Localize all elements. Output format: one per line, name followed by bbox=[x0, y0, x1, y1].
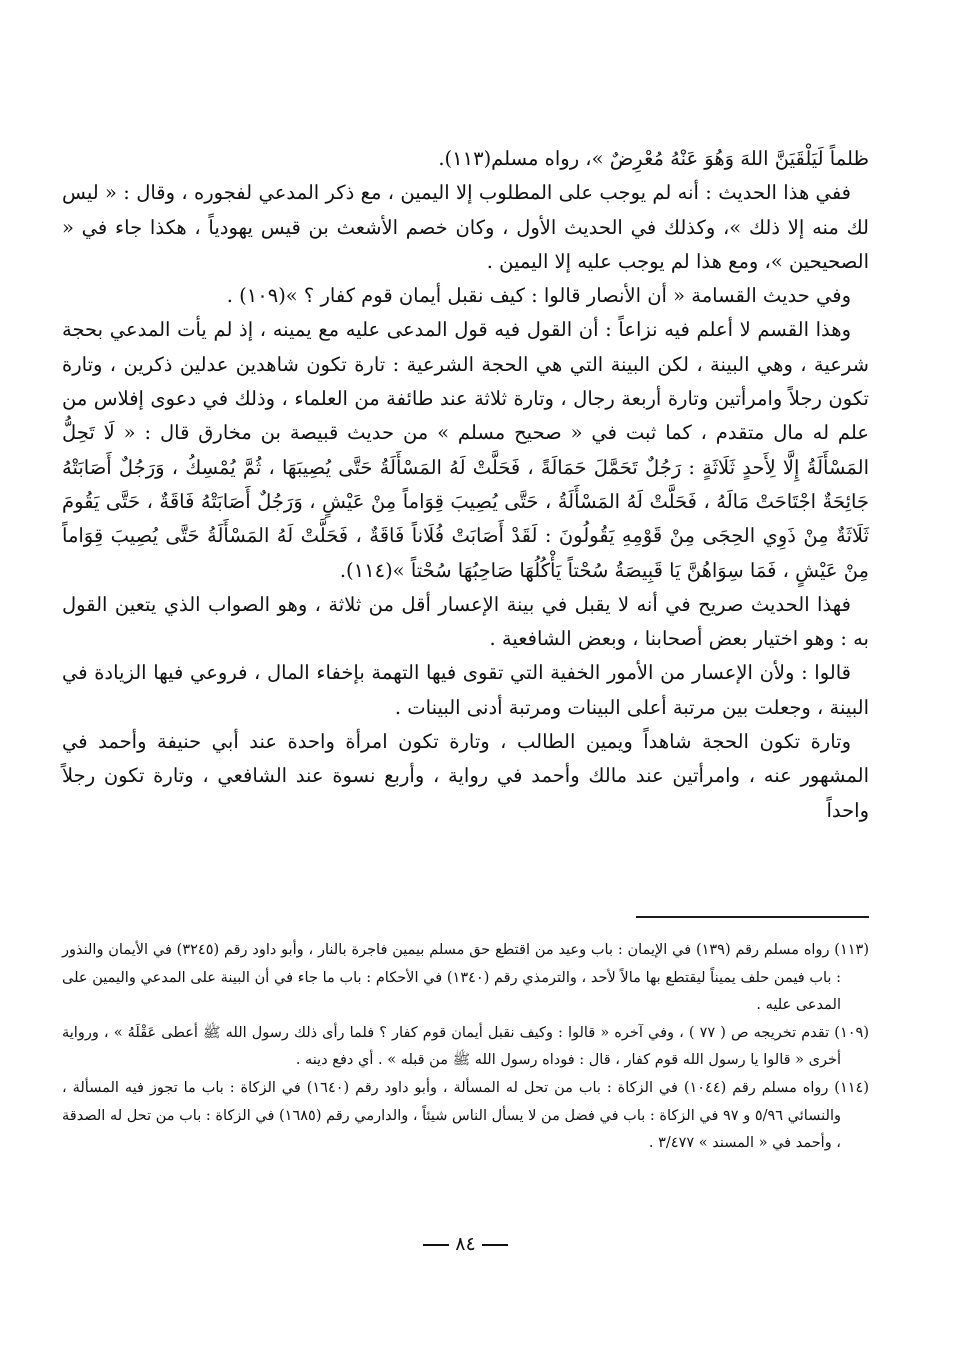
footnote-109: (١٠٩) تقدم تخريجه ص ( ٧٧ ) ، وفي آخره « قالوا : وكيف نقبل أيمان قوم كفار ؟ فلما رأى ذلك رسول الله ﷺ أعطى عَقْلَهُ » ، ورواية أخرى « قالوا يا رسول الله قوم كفار ، قال : فوداه رسول الله ﷺ من قبله » . أي دفع دينه . bbox=[62, 1024, 869, 1069]
footnote-113: (١١٣) رواه مسلم رقم (١٣٩) في الإيمان : باب وعيد من اقتطع حق مسلم بيمين فاجرة بالنار ، وأبو داود رقم (٣٢٤٥) في الأيمان والنذور : باب فيمن حلف يميناً ليقتطع بها مالاً لأحد ، والترمذي رقم (١٣٤٠) في الأحكام : باب ما جاء في أن البينة على المدعي واليمين على المدعى عليه . bbox=[62, 942, 869, 1014]
paragraph-2: ففي هذا الحديث : أنه لم يوجب على المطلوب إلا اليمين ، مع ذكر المدعي لفجوره ، وقال : « ليس لك منه إلا ذلك »، وكذلك في الحديث الأول ، وكان خصم الأشعث بن قيس يهودياً ، هكذا جاء في « الصحيحين »، ومع هذا لم يوجب عليه إلا اليمين . bbox=[62, 181, 869, 273]
footnote-separator bbox=[636, 916, 869, 918]
footnotes bbox=[62, 937, 869, 1158]
dash-right bbox=[423, 1244, 449, 1246]
paragraph-7: وتارة تكون الحجة شاهداً ويمين الطالب ، وتارة تكون امرأة واحدة عند أبي حنيفة وأحمد في المشهور عنه ، وامرأتين عند مالك وأحمد في رواية ، وأربع نسوة عند الشافعي ، وتارة تكون رجلاً واحداً bbox=[62, 730, 869, 822]
paragraph-3: وفي حديث القسامة « أن الأنصار قالوا : كيف نقبل أيمان قوم كفار ؟ »(١٠٩) . bbox=[226, 284, 851, 308]
paragraph-1: ظلماً لَيَلْقَيَنَّ اللهَ وَهُوَ عَنْهُ مُعْرِضٌ »، رواه مسلم(١١٣). bbox=[438, 147, 869, 170]
paragraph-5: فهذا الحديث صريح في أنه لا يقبل في بينة الإعسار أقل من ثلاثة ، وهو الصواب الذي يتعين القول به : وهو اختيار بعض أصحابنا ، وبعض الشافعية . bbox=[62, 592, 869, 651]
page-number bbox=[62, 1233, 869, 1255]
dash-left bbox=[482, 1244, 508, 1246]
book-page bbox=[62, 0, 869, 1369]
paragraph-6: قالوا : ولأن الإعسار من الأمور الخفية التي تقوى فيها التهمة بإخفاء المال ، فروعي فيها الزيادة في البينة ، وجعلت بين مرتبة أعلى البينات ومرتبة أدنى البينات . bbox=[62, 661, 869, 719]
footnote-114: (١١٤) رواه مسلم رقم (١٠٤٤) في الزكاة : باب من تحل له المسألة ، وأبو داود رقم (١٦٤٠) في الزكاة : باب ما تجوز فيه المسألة ، والنسائي ٥/٩٦ و ٩٧ في الزكاة : باب في فضل من لا يسأل الناس شيئاً ، والدارمي رقم (١٦٨٥) في الزكاة : باب من تحل له الصدقة ، وأحمد في « المسند » ٣/٤٧٧ . bbox=[62, 1079, 869, 1152]
paragraph-4: وهذا القسم لا أعلم فيه نزاعاً : أن القول فيه قول المدعى عليه مع يمينه ، إذ لم يأت المدعي بحجة شرعية ، وهي البينة ، لكن البينة التي هي الحجة الشرعية : تارة تكون شاهدين عدلين ذكرين ، وتارة تكون رجلاً وامرأتين وتارة أربعة رجال ، وتارة ثلاثة عند طائفة من العلماء ، وذلك في دعوى إفلاس من علم له مال متقدم ، كما ثبت في « صحيح مسلم » من حديث قبيصة بن مخارق قال : « لَا تَحِلُّ المَسْأَلَةُ إِلَّا لِأَحدٍ ثَلَاثَةٍ : رَجُلٌ تَحَمَّلَ حَمَالَةً ، فَحَلَّتْ لَهُ المَسْأَلَةُ حَتَّى يُصِيبَهَا ، ثُمَّ يُمْسِكُ ، وَرَجُلٌ أَصَابَتْهُ جَائِحَةٌ اجْتَاحَتْ مَالَهُ ، فَحَلَّتْ لَهُ المَسْأَلَةُ ، حَتَّى يُصِيبَ قِوَاماً مِنْ عَيْشٍ ، وَرَجُلٌ أَصَابَتْهُ فَاقَةٌ ، حَتَّى يَقُومَ ثَلَاثَةٌ مِنْ ذَوِي الحِجَى مِنْ قَوْمِهِ يَقُولُونَ : لَقَدْ أَصَابَتْ فُلَاناً فَاقَةٌ ، فَحَلَّتْ لَهُ المَسْأَلَةُ حَتَّى يُصِيبَ قِوَاماً مِنْ عَيْشٍ ، فَمَا سِوَاهُنَّ يَا قَبِيصَةُ سُحْتاً يَأْكُلُهَا صَاحِبُهَا سُحْتاً »(١١٤). bbox=[62, 318, 869, 582]
page-number-value: ٨٤ bbox=[455, 1233, 476, 1255]
main-text bbox=[62, 142, 869, 828]
